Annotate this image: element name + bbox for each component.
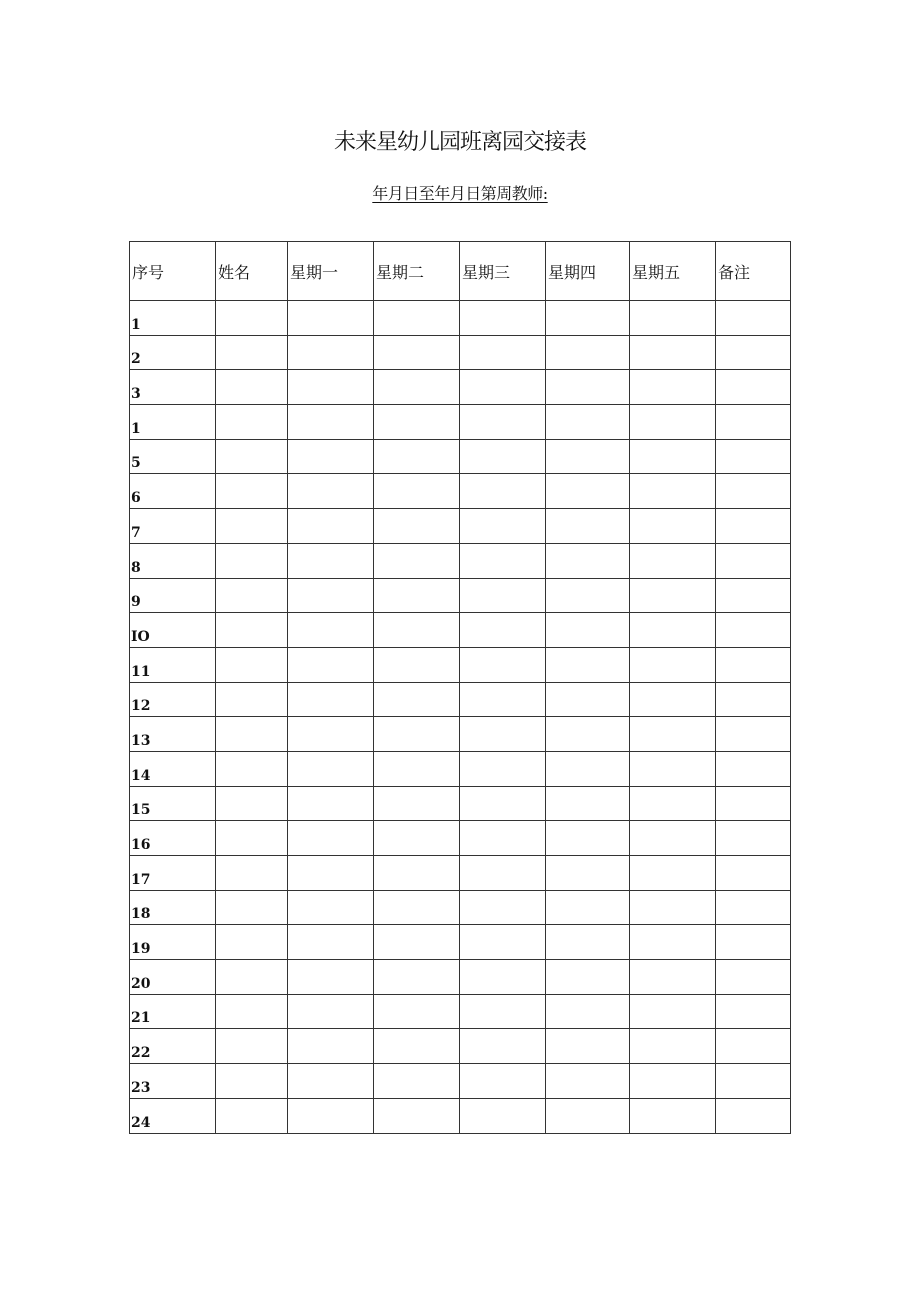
table-row (130, 613, 791, 648)
cell-name (216, 1064, 288, 1099)
table-row (130, 821, 791, 856)
cell-monday (288, 856, 374, 891)
cell-remarks (716, 578, 791, 613)
cell-tuesday (374, 613, 460, 648)
cell-friday (630, 335, 716, 370)
cell-monday (288, 439, 374, 474)
cell-tuesday (374, 994, 460, 1029)
cell-monday (288, 647, 374, 682)
cell-thursday (546, 786, 630, 821)
cell-name (216, 301, 288, 336)
row-number: 9 (130, 578, 216, 613)
cell-name (216, 370, 288, 405)
document-title: 未来星幼儿园班离园交接表 (333, 130, 586, 155)
cell-thursday (546, 474, 630, 509)
cell-thursday (546, 925, 630, 960)
cell-name (216, 439, 288, 474)
cell-wednesday (460, 751, 546, 786)
cell-monday (288, 994, 374, 1029)
cell-tuesday (374, 1029, 460, 1064)
cell-tuesday (374, 439, 460, 474)
cell-remarks (716, 856, 791, 891)
cell-tuesday (374, 856, 460, 891)
cell-thursday (546, 509, 630, 544)
cell-wednesday (460, 335, 546, 370)
row-number: 13 (130, 717, 216, 752)
cell-monday (288, 890, 374, 925)
cell-name (216, 856, 288, 891)
cell-wednesday (460, 1064, 546, 1099)
cell-wednesday (460, 786, 546, 821)
cell-name (216, 613, 288, 648)
cell-monday (288, 821, 374, 856)
cell-wednesday (460, 439, 546, 474)
table-row (130, 960, 791, 995)
cell-tuesday (374, 578, 460, 613)
cell-remarks (716, 439, 791, 474)
cell-tuesday (374, 543, 460, 578)
cell-monday (288, 370, 374, 405)
cell-remarks (716, 370, 791, 405)
row-number: 24 (130, 1098, 216, 1133)
cell-remarks (716, 925, 791, 960)
cell-remarks (716, 751, 791, 786)
cell-friday (630, 786, 716, 821)
cell-thursday (546, 994, 630, 1029)
cell-tuesday (374, 682, 460, 717)
cell-name (216, 994, 288, 1029)
table-row (130, 543, 791, 578)
date-range-line (0, 182, 920, 206)
cell-wednesday (460, 647, 546, 682)
cell-remarks (716, 613, 791, 648)
cell-monday (288, 301, 374, 336)
cell-monday (288, 1098, 374, 1133)
cell-friday (630, 925, 716, 960)
header-cell-wednesday: 星期三 (460, 242, 546, 301)
cell-remarks (716, 786, 791, 821)
cell-name (216, 751, 288, 786)
cell-monday (288, 405, 374, 440)
cell-friday (630, 994, 716, 1029)
handover-table (129, 241, 791, 1134)
header-cell-name: 姓名 (216, 242, 288, 301)
row-number: 14 (130, 751, 216, 786)
cell-name (216, 543, 288, 578)
row-number: 7 (130, 509, 216, 544)
table-row (130, 925, 791, 960)
cell-friday (630, 821, 716, 856)
cell-name (216, 682, 288, 717)
cell-friday (630, 301, 716, 336)
cell-thursday (546, 370, 630, 405)
cell-wednesday (460, 994, 546, 1029)
cell-thursday (546, 856, 630, 891)
cell-thursday (546, 717, 630, 752)
row-number: 18 (130, 890, 216, 925)
cell-friday (630, 717, 716, 752)
cell-remarks (716, 960, 791, 995)
cell-thursday (546, 613, 630, 648)
cell-monday (288, 786, 374, 821)
cell-thursday (546, 543, 630, 578)
cell-thursday (546, 960, 630, 995)
cell-monday (288, 509, 374, 544)
cell-name (216, 578, 288, 613)
cell-remarks (716, 509, 791, 544)
cell-name (216, 821, 288, 856)
cell-tuesday (374, 1064, 460, 1099)
cell-friday (630, 960, 716, 995)
cell-tuesday (374, 890, 460, 925)
row-number: 8 (130, 543, 216, 578)
cell-friday (630, 613, 716, 648)
row-number: 3 (130, 370, 216, 405)
cell-name (216, 890, 288, 925)
cell-wednesday (460, 613, 546, 648)
table-row (130, 647, 791, 682)
header-row (130, 242, 791, 301)
cell-name (216, 717, 288, 752)
cell-tuesday (374, 960, 460, 995)
cell-friday (630, 1029, 716, 1064)
cell-name (216, 335, 288, 370)
cell-name (216, 1029, 288, 1064)
table-row (130, 578, 791, 613)
cell-thursday (546, 647, 630, 682)
table-row (130, 994, 791, 1029)
header-cell-tuesday: 星期二 (374, 242, 460, 301)
cell-thursday (546, 578, 630, 613)
table-row (130, 786, 791, 821)
table-body (130, 301, 791, 1134)
cell-friday (630, 682, 716, 717)
cell-monday (288, 335, 374, 370)
cell-remarks (716, 1064, 791, 1099)
cell-friday (630, 856, 716, 891)
row-number: 11 (130, 647, 216, 682)
cell-friday (630, 439, 716, 474)
cell-friday (630, 578, 716, 613)
row-number: IO (130, 613, 216, 648)
cell-tuesday (374, 751, 460, 786)
table-row (130, 370, 791, 405)
table-row (130, 751, 791, 786)
cell-friday (630, 370, 716, 405)
cell-thursday (546, 682, 630, 717)
cell-thursday (546, 1064, 630, 1099)
cell-thursday (546, 301, 630, 336)
cell-thursday (546, 335, 630, 370)
row-number: 22 (130, 1029, 216, 1064)
cell-tuesday (374, 925, 460, 960)
cell-wednesday (460, 717, 546, 752)
row-number: 1 (130, 301, 216, 336)
cell-tuesday (374, 1098, 460, 1133)
cell-name (216, 647, 288, 682)
cell-wednesday (460, 1098, 546, 1133)
cell-tuesday (374, 474, 460, 509)
cell-thursday (546, 821, 630, 856)
cell-monday (288, 1064, 374, 1099)
cell-remarks (716, 890, 791, 925)
cell-monday (288, 751, 374, 786)
cell-wednesday (460, 370, 546, 405)
table-row (130, 890, 791, 925)
cell-monday (288, 1029, 374, 1064)
cell-wednesday (460, 509, 546, 544)
cell-remarks (716, 1029, 791, 1064)
cell-tuesday (374, 405, 460, 440)
cell-friday (630, 405, 716, 440)
header-cell-index: 序号 (130, 242, 216, 301)
cell-monday (288, 613, 374, 648)
cell-wednesday (460, 543, 546, 578)
cell-thursday (546, 405, 630, 440)
cell-wednesday (460, 960, 546, 995)
cell-wednesday (460, 682, 546, 717)
header-cell-friday: 星期五 (630, 242, 716, 301)
cell-tuesday (374, 717, 460, 752)
cell-monday (288, 717, 374, 752)
cell-thursday (546, 439, 630, 474)
cell-wednesday (460, 1029, 546, 1064)
row-number: 16 (130, 821, 216, 856)
cell-thursday (546, 1098, 630, 1133)
cell-remarks (716, 405, 791, 440)
cell-thursday (546, 751, 630, 786)
cell-friday (630, 1064, 716, 1099)
row-number: 17 (130, 856, 216, 891)
cell-thursday (546, 1029, 630, 1064)
row-number: 2 (130, 335, 216, 370)
table-row (130, 301, 791, 336)
cell-thursday (546, 890, 630, 925)
cell-wednesday (460, 856, 546, 891)
cell-friday (630, 751, 716, 786)
row-number: 1 (130, 405, 216, 440)
cell-remarks (716, 543, 791, 578)
row-number: 23 (130, 1064, 216, 1099)
cell-wednesday (460, 474, 546, 509)
cell-wednesday (460, 405, 546, 440)
cell-monday (288, 543, 374, 578)
cell-monday (288, 682, 374, 717)
table-row (130, 509, 791, 544)
table-row (130, 405, 791, 440)
table-row (130, 335, 791, 370)
cell-tuesday (374, 301, 460, 336)
cell-remarks (716, 474, 791, 509)
cell-friday (630, 647, 716, 682)
table-row (130, 717, 791, 752)
row-number: 12 (130, 682, 216, 717)
table-row (130, 682, 791, 717)
cell-monday (288, 474, 374, 509)
cell-remarks (716, 647, 791, 682)
row-number: 6 (130, 474, 216, 509)
cell-name (216, 1098, 288, 1133)
cell-tuesday (374, 821, 460, 856)
cell-remarks (716, 717, 791, 752)
cell-remarks (716, 821, 791, 856)
cell-tuesday (374, 786, 460, 821)
cell-name (216, 925, 288, 960)
table-row (130, 474, 791, 509)
cell-tuesday (374, 335, 460, 370)
cell-friday (630, 509, 716, 544)
cell-tuesday (374, 370, 460, 405)
cell-remarks (716, 682, 791, 717)
table-row (130, 1029, 791, 1064)
row-number: 21 (130, 994, 216, 1029)
cell-tuesday (374, 647, 460, 682)
table-row (130, 439, 791, 474)
cell-tuesday (374, 509, 460, 544)
cell-friday (630, 474, 716, 509)
date-range-text: 年月日至年月日第周教师: (372, 184, 548, 203)
cell-friday (630, 543, 716, 578)
cell-wednesday (460, 890, 546, 925)
cell-monday (288, 578, 374, 613)
cell-remarks (716, 301, 791, 336)
cell-friday (630, 1098, 716, 1133)
cell-monday (288, 925, 374, 960)
cell-name (216, 509, 288, 544)
table-row (130, 856, 791, 891)
cell-wednesday (460, 578, 546, 613)
cell-remarks (716, 994, 791, 1029)
cell-name (216, 960, 288, 995)
cell-wednesday (460, 301, 546, 336)
cell-name (216, 786, 288, 821)
cell-remarks (716, 1098, 791, 1133)
cell-name (216, 474, 288, 509)
row-number: 5 (130, 439, 216, 474)
header-cell-remarks: 备注 (716, 242, 791, 301)
cell-friday (630, 890, 716, 925)
table-row (130, 1064, 791, 1099)
header-cell-thursday: 星期四 (546, 242, 630, 301)
cell-name (216, 405, 288, 440)
row-number: 15 (130, 786, 216, 821)
cell-monday (288, 960, 374, 995)
cell-remarks (716, 335, 791, 370)
table-row (130, 1098, 791, 1133)
header-cell-monday: 星期一 (288, 242, 374, 301)
row-number: 20 (130, 960, 216, 995)
cell-wednesday (460, 821, 546, 856)
row-number: 19 (130, 925, 216, 960)
cell-wednesday (460, 925, 546, 960)
